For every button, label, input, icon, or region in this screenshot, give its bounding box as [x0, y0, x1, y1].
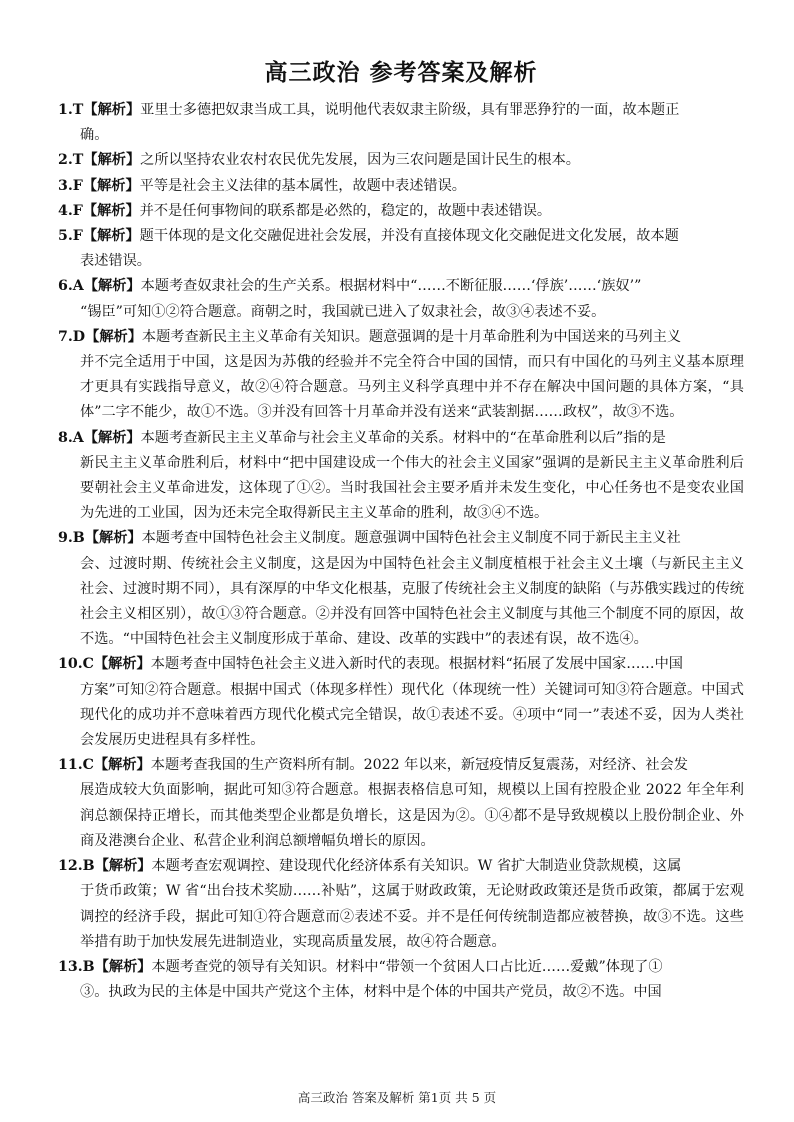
answer-text-continuation: 并不完全适用于中国，这是因为苏俄的经验并不完全符合中国的国情，而只有中国化的马列主义基本原理才更具有实践指导意义，故②④符合题意。马列主义科学真理中并不存在解决中国问题的具体方案，“具体”二字不能少，故①不选。③并没有回答十月革命并没有送来“武装割据……政权”，故③不选。 — [80, 354, 744, 421]
analysis-tag: 【解析】 — [93, 757, 151, 774]
page-footer: 高三政治 答案及解析 第1页 共 5 页 — [297, 1090, 497, 1105]
analysis-tag: 【解析】 — [94, 958, 152, 975]
answer-item — [58, 199, 744, 224]
answer-item — [58, 224, 744, 274]
analysis-tag: 【解析】 — [82, 177, 140, 194]
analysis-tag: 【解析】 — [84, 530, 142, 547]
answer-text: 本题考查我国的生产资料所有制。2022 年以来，新冠疫情反复震荡，对经济、社会发 — [150, 757, 688, 774]
answer-number: 6.A — [58, 278, 84, 295]
answer-text-continuation: ③。执政为民的主体是中国共产党这个主体，材料中是个体的中国共产党员，故②不选。中国 — [80, 984, 662, 1001]
analysis-tag: 【解析】 — [82, 228, 140, 245]
answer-item — [58, 955, 744, 1005]
analysis-tag: 【解析】 — [83, 102, 141, 118]
answer-item — [58, 753, 744, 854]
analysis-tag: 【解析】 — [94, 858, 152, 875]
answer-text: 亚里士多德把奴隶当成工具，说明他代表奴隶主阶级，具有罪恶狰狞的一面，故本题正 — [140, 102, 680, 118]
answer-text: 本题考查奴隶社会的生产关系。根据材料中“……不断征服……‘俘族’……‘族奴’” — [140, 278, 642, 295]
answer-item — [58, 274, 744, 324]
answer-number: 1.T — [58, 102, 84, 118]
analysis-tag: 【解析】 — [83, 152, 141, 169]
answer-item — [58, 148, 744, 173]
analysis-tag: 【解析】 — [85, 328, 142, 345]
analysis-tag: 【解析】 — [82, 202, 140, 219]
answer-number: 13.B — [58, 958, 95, 975]
answer-item — [58, 426, 744, 527]
answer-text-continuation: 展造成较大负面影响，据此可知③符合题意。根据表格信息可知，规模以上国有控股企业 2022 年全年利润总额保持正增长，而其他类型企业都是负增长，这是因为②。①④都不是导致规模以上股份制企业、外商及港澳台企业、私营企业利润总额增幅负增长的原因。 — [80, 782, 744, 849]
answer-number: 10.C — [58, 656, 94, 673]
answer-item — [58, 174, 744, 199]
answer-text-continuation: 会、过渡时期、传统社会主义制度，这是因为中国特色社会主义制度植根于社会主义土壤（与新民主主义社会、过渡时期不同），具有深厚的中华文化根基，克服了传统社会主义制度的缺陷（与苏俄实践过的传统社会主义相区别），故①③符合题意。②并没有回答中国特色社会主义制度与其他三个制度不同的原因，故不选。“中国特色社会主义制度形成于革命、建设、改革的实践中”的表述有误，故不选④。 — [80, 555, 744, 648]
answer-item — [58, 854, 744, 955]
answer-item — [58, 526, 744, 652]
answer-text: 本题考查新民主主义革命与社会主义革命的关系。材料中的“在革命胜利以后”指的是 — [140, 429, 666, 446]
answer-text: 本题考查中国特色社会主义进入新时代的表现。根据材料“拓展了发展中国家……中国 — [150, 656, 683, 673]
answer-text: 之所以坚持农业农村农民优先发展，因为三农问题是国计民生的根本。 — [140, 152, 580, 169]
answer-number: 11.C — [58, 757, 94, 774]
answer-item — [58, 652, 744, 753]
answer-text-continuation: 于货币政策；W 省“出台技术奖励……补贴”，这属于财政政策，无论财政政策还是货币政策，都属于宏观调控的经济手段，据此可知①符合题意而②表述不妥。并不是任何传统制造都应被替换，故③不选。这些举措有助于加快发展先进制造业，实现高质量发展，故④符合题意。 — [80, 883, 744, 950]
analysis-tag: 【解析】 — [93, 656, 151, 673]
answer-text: 并不是任何事物间的联系都是必然的，稳定的，故题中表述错误。 — [139, 202, 552, 219]
answer-number: 8.A — [58, 429, 84, 446]
answer-text-continuation: 表述错误。 — [80, 253, 151, 270]
answer-text-continuation: 新民主主义革命胜利后，材料中“把中国建设成一个伟大的社会主义国家”强调的是新民主主义革命胜利后要朝社会主义革命进发，这体现了①②。当时我国社会主要矛盾并未发生变化，中心任务也不是变农业国为先进的工业国，因为还未完全取得新民主主义革命的胜利，故③④不选。 — [80, 454, 744, 522]
answer-number: 4.F — [58, 202, 83, 219]
answer-list — [58, 98, 744, 1005]
answer-number: 3.F — [58, 177, 83, 194]
answer-number: 5.F — [58, 228, 83, 245]
page-title: 高三政治 参考答案及解析 — [264, 59, 538, 86]
analysis-tag: 【解析】 — [83, 278, 141, 295]
analysis-tag: 【解析】 — [83, 429, 141, 446]
answer-text: 本题考查新民主主义革命有关知识。题意强调的是十月革命胜利为中国送来的马列主义 — [141, 328, 682, 345]
answer-item — [58, 98, 744, 148]
answer-item — [58, 325, 744, 426]
answer-text-continuation: “锡臣”可知①②符合题意。商朝之时，我国就已进入了奴隶社会，故③④表述不妥。 — [80, 303, 606, 320]
answer-text: 本题考查中国特色社会主义制度。题意强调中国特色社会主义制度不同于新民主主义社 — [141, 530, 681, 547]
answer-text-continuation: 方案”可知②符合题意。根据中国式（体现多样性）现代化（体现统一性）关键词可知③符合题意。中国式现代化的成功并不意味着西方现代化模式完全错误，故①表述不妥。④项中“同一”表述不妥，因为人类社会发展历史进程具有多样性。 — [80, 681, 744, 749]
answer-number: 9.B — [58, 530, 85, 547]
answer-text: 本题考查宏观调控、建设现代化经济体系有关知识。W 省扩大制造业贷款规模，这属 — [151, 858, 682, 875]
answer-text-continuation: 确。 — [80, 127, 109, 144]
answer-text: 平等是社会主义法律的基本属性，故题中表述错误。 — [139, 177, 466, 194]
answer-number: 12.B — [58, 858, 95, 875]
answer-text: 本题考查党的领导有关知识。材料中“带领一个贫困人口占比近……爱戴”体现了① — [151, 958, 663, 975]
answer-number: 2.T — [58, 152, 84, 169]
answer-number: 7.D — [58, 328, 86, 345]
answer-text: 题干体现的是文化交融促进社会发展，并没有直接体现文化交融促进文化发展，故本题 — [139, 228, 679, 245]
